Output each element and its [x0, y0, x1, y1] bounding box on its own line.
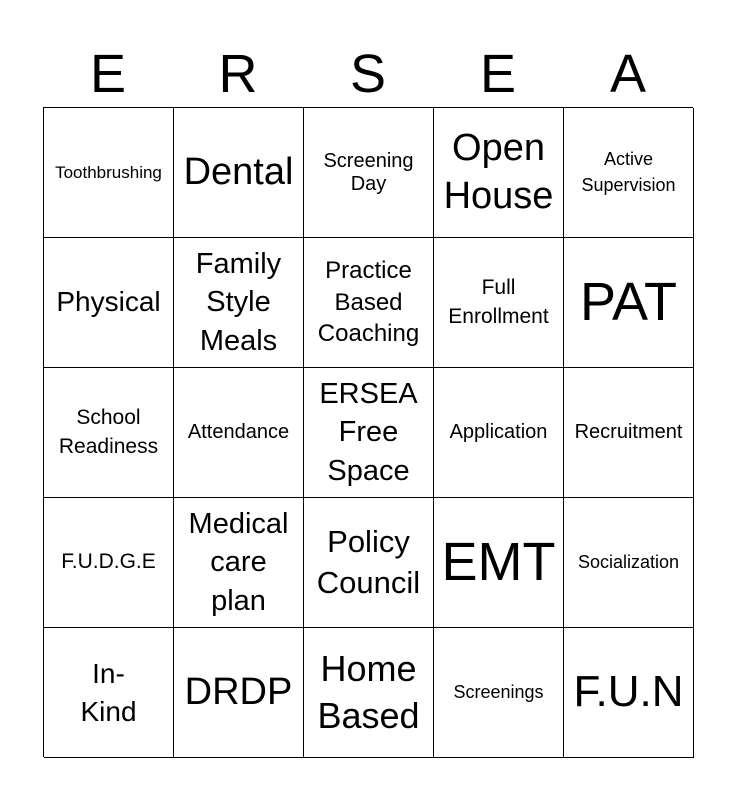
cell-label: Attendance — [187, 421, 290, 443]
bingo-cell[interactable] — [44, 368, 174, 498]
bingo-cell[interactable] — [564, 628, 694, 758]
bingo-cell[interactable] — [564, 368, 694, 498]
bingo-cell[interactable] — [564, 238, 694, 368]
bingo-cell[interactable] — [304, 368, 434, 498]
cell-label: Socialization — [577, 552, 680, 573]
cell-label: In- Kind — [80, 657, 137, 727]
cell-label: Policy Council — [316, 524, 421, 600]
bingo-cell[interactable] — [434, 498, 564, 628]
header-letter-2: R — [218, 44, 258, 104]
bingo-cell[interactable] — [304, 498, 434, 628]
header-letter-4: E — [479, 44, 517, 104]
bingo-header — [43, 40, 693, 108]
bingo-cell[interactable] — [174, 368, 304, 498]
cell-label: Full Enrollment — [448, 276, 549, 328]
bingo-cell[interactable] — [44, 498, 174, 628]
bingo-cell[interactable] — [174, 238, 304, 368]
cell-label: Home Based — [317, 647, 420, 736]
cell-label: Application — [449, 421, 548, 443]
cell-label: Family Style Meals — [195, 248, 282, 357]
bingo-board — [43, 107, 693, 757]
cell-label: Open House — [443, 127, 554, 217]
cell-label: PAT — [579, 272, 677, 333]
bingo-cell[interactable] — [174, 498, 304, 628]
bingo-cell[interactable] — [304, 628, 434, 758]
cell-label: Physical — [56, 286, 161, 318]
cell-label: F.U.N — [573, 667, 684, 717]
cell-label: School Readiness — [58, 406, 159, 458]
cell-label: Practice Based Coaching — [317, 256, 420, 348]
bingo-cell[interactable] — [44, 108, 174, 238]
bingo-cell[interactable] — [44, 628, 174, 758]
bingo-cell[interactable] — [174, 108, 304, 238]
bingo-cell[interactable] — [434, 368, 564, 498]
cell-label: Screenings — [453, 682, 544, 703]
bingo-cell[interactable] — [434, 108, 564, 238]
header-letter-3: S — [349, 44, 387, 104]
bingo-cell[interactable] — [304, 108, 434, 238]
cell-label: DRDP — [184, 670, 293, 713]
cell-label: EMT — [441, 532, 556, 593]
cell-label: Screening Day — [323, 149, 414, 195]
cell-label: ERSEA Free Space — [319, 378, 418, 487]
cell-label: Active Supervision — [581, 149, 676, 195]
bingo-cell[interactable] — [564, 108, 694, 238]
bingo-cell[interactable] — [434, 238, 564, 368]
bingo-cell[interactable] — [564, 498, 694, 628]
cell-label: Toothbrushing — [55, 162, 162, 182]
header-letter-5: A — [609, 44, 647, 104]
bingo-cell[interactable] — [174, 628, 304, 758]
cell-label: Dental — [183, 150, 294, 193]
cell-label: F.U.D.G.E — [61, 550, 156, 574]
header-letter-1: E — [89, 44, 127, 104]
bingo-cell[interactable] — [434, 628, 564, 758]
bingo-cell[interactable] — [44, 238, 174, 368]
cell-label: Medical care plan — [188, 508, 289, 617]
cell-label: Recruitment — [574, 421, 683, 443]
bingo-cell[interactable] — [304, 238, 434, 368]
